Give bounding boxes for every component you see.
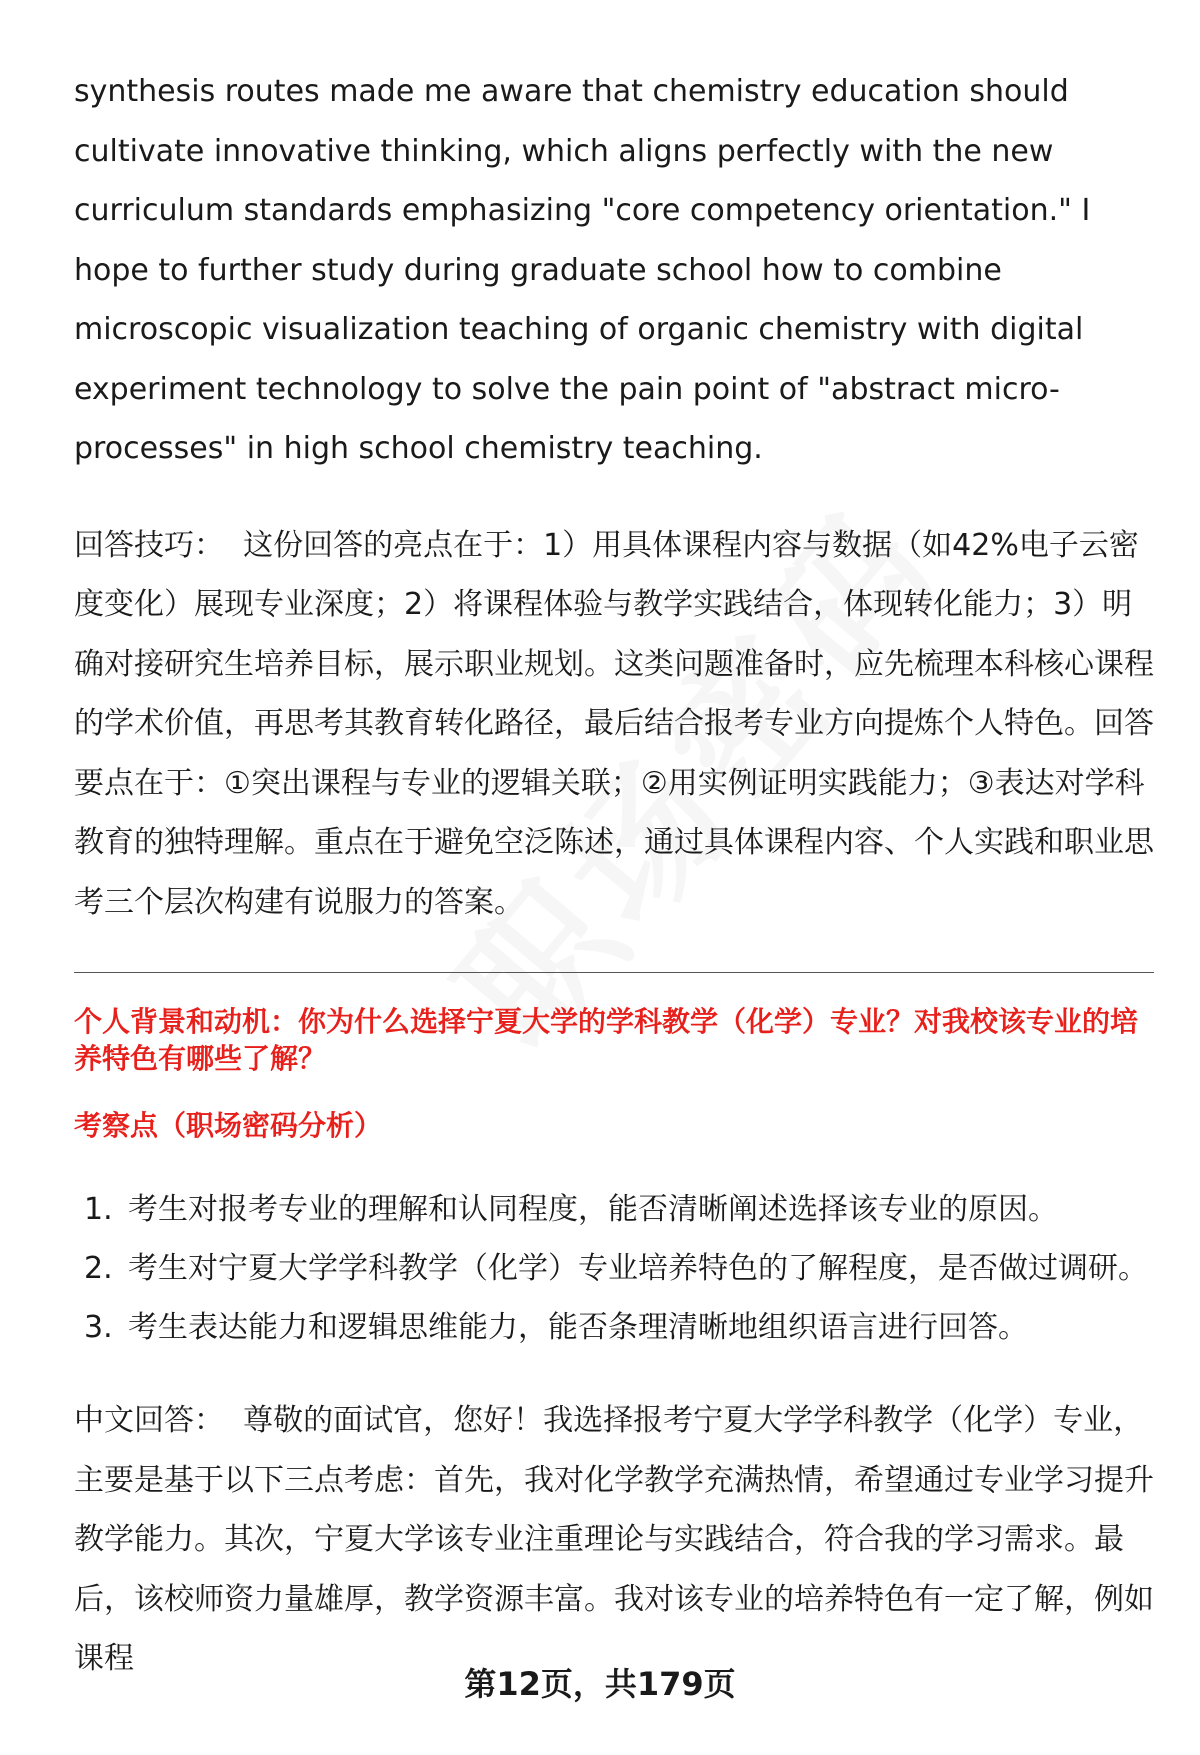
- intro-paragraph: synthesis routes made me aware that chemistry education should cultivate innovative thinking, which aligns perfectly with the new curriculum standards emphasizing "core competency orientation." I hope to further study during graduate school how to combine microscopic visualization teaching of organic chemistry with digital experiment technology to solve the pain point of "abstract micro-processes" in high school chemistry teaching.: [74, 74, 1091, 466]
- chinese-answer-text: 尊敬的面试官，您好！我选择报考宁夏大学学科教学（化学）专业，主要是基于以下三点考虑：首先，我对化学教学充满热情，希望通过专业学习提升教学能力。其次，宁夏大学该专业注重理论与实践结合，符合我的学习需求。最后，该校师资力量雄厚，教学资源丰富。我对该专业的培养特色有一定了解，例如课程: [74, 1403, 1154, 1676]
- page-number-footer: 第12页，共179页: [464, 1665, 736, 1703]
- list-item-number: 2.: [84, 1251, 113, 1286]
- exam-points-list: [74, 1180, 1154, 1357]
- list-item: [74, 1298, 1154, 1357]
- page-content: [74, 62, 1154, 1689]
- section-divider: [74, 972, 1154, 973]
- answer-tips-paragraph: [74, 516, 1154, 933]
- list-item-text: 考生对报考专业的理解和认同程度，能否清晰阐述选择该专业的原因。: [128, 1192, 1058, 1227]
- exam-points-heading: 考察点（职场密码分析）: [74, 1109, 383, 1142]
- list-item: [74, 1239, 1154, 1298]
- answer-tips-label: 回答技巧：: [74, 527, 224, 563]
- question-heading: 个人背景和动机：你为什么选择宁夏大学的学科教学（化学）专业？对我校该专业的培养特色有哪些了解？: [74, 1005, 1139, 1075]
- chinese-answer-label: 中文回答：: [74, 1403, 224, 1438]
- list-item-number: 1.: [84, 1192, 113, 1227]
- list-item: [74, 1180, 1154, 1239]
- chinese-answer-paragraph: [74, 1391, 1154, 1689]
- answer-tips-text: 这份回答的亮点在于：1）用具体课程内容与数据（如42%电子云密度变化）展现专业深度；2）将课程体验与教学实践结合，体现转化能力；3）明确对接研究生培养目标，展示职业规划。这类问题准备时，应先梳理本科核心课程的学术价值，再思考其教育转化路径，最后结合报考专业方向提炼个人特色。回答要点在于：①突出课程与专业的逻辑关联；②用实例证明实践能力；③表达对学科教育的独特理解。重点在于避免空泛陈述，通过具体课程内容、个人实践和职业思考三个层次构建有说服力的答案。: [74, 527, 1154, 920]
- list-item-text: 考生对宁夏大学学科教学（化学）专业培养特色的了解程度，是否做过调研。: [128, 1251, 1148, 1286]
- list-item-number: 3.: [84, 1310, 113, 1345]
- list-item-text: 考生表达能力和逻辑思维能力，能否条理清晰地组织语言进行回答。: [128, 1310, 1028, 1345]
